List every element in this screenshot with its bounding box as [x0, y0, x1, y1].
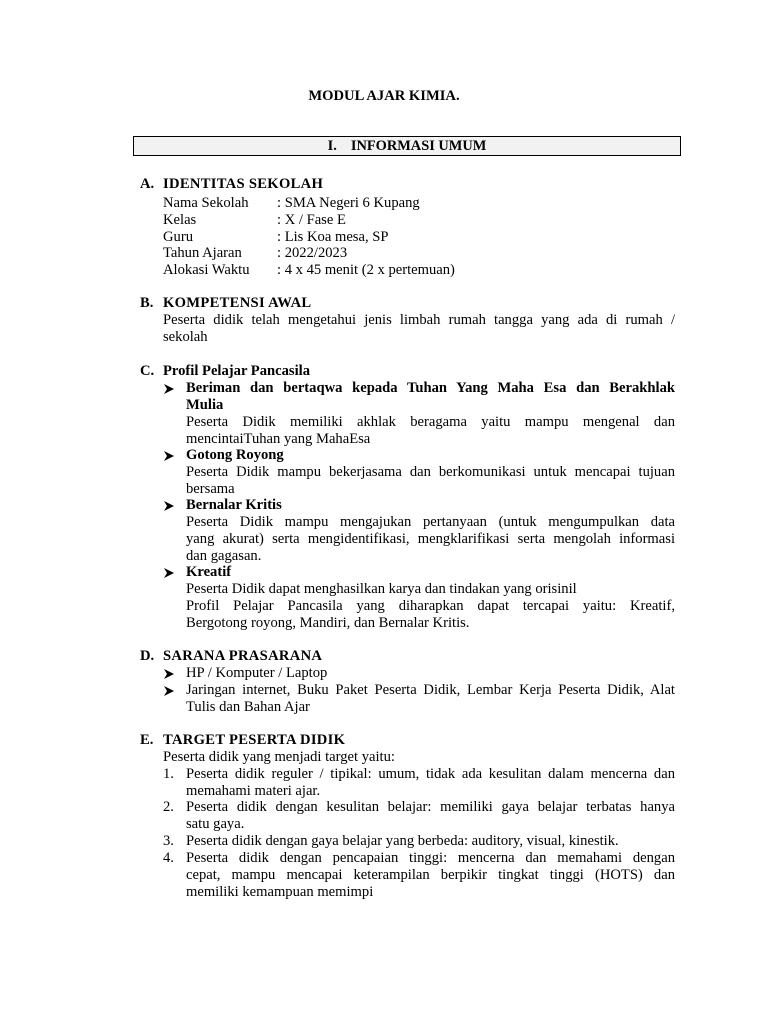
banner-label: INFORMASI UMUM — [350, 138, 487, 154]
profile-item-bernalar-kritis — [163, 497, 675, 565]
profile-item-kreatif — [163, 564, 675, 632]
section-e-heading — [140, 732, 345, 749]
identity-row-year — [163, 245, 455, 262]
target-item-3 — [163, 833, 675, 850]
section-c-heading — [140, 363, 310, 380]
profile-item-desc: Peserta Didik memiliki akhlak beragama yaitu mampu mengenal dan — [186, 414, 675, 430]
facility-item-devices — [163, 665, 675, 682]
target-item-text: memahami materi ajar. — [186, 783, 321, 799]
section-e-letter: E. — [140, 732, 154, 748]
banner-number: I. — [327, 138, 337, 154]
arrow-bullet-icon — [163, 383, 175, 395]
identity-table — [163, 195, 455, 279]
document-title: MODUL AJAR KIMIA. — [308, 88, 460, 104]
identity-key: Guru — [163, 228, 193, 245]
section-d-heading — [140, 648, 322, 665]
profile-item-title: Bernalar Kritis — [186, 497, 282, 513]
target-item-text: Peserta didik reguler / tipikal: umum, tidak ada kesulitan dalam mencerna dan — [186, 766, 675, 782]
identity-key: Alokasi Waktu — [163, 262, 250, 279]
section-d-title: SARANA PRASARANA — [163, 648, 323, 664]
identity-value: : Lis Koa mesa, SP — [277, 228, 389, 245]
profile-item-title: Beriman dan bertaqwa kepada Tuhan Yang Maha Esa dan Berakhlak — [186, 380, 675, 396]
list-number: 3. — [163, 833, 174, 849]
profile-item-desc: mencintaiTuhan yang MahaEsa — [186, 431, 371, 447]
profile-item-title: Mulia — [186, 397, 224, 413]
section-a-title: IDENTITAS SEKOLAH — [163, 176, 324, 192]
facility-item-text: Tulis dan Bahan Ajar — [186, 699, 310, 715]
section-b-title: KOMPETENSI AWAL — [163, 295, 312, 311]
section-b-heading — [140, 295, 311, 312]
section-c-title: Profil Pelajar Pancasila — [163, 363, 310, 379]
profile-item-title: Kreatif — [186, 564, 232, 580]
target-item-text: satu gaya. — [186, 816, 245, 832]
profile-item-desc: Peserta Didik dapat menghasilkan karya dan tindakan yang orisinil — [186, 581, 577, 597]
paragraph-line: Peserta didik yang menjadi target yaitu: — [163, 749, 395, 765]
section-c-letter: C. — [140, 363, 155, 379]
identity-key: Kelas — [163, 211, 197, 228]
profile-item-desc: Peserta Didik mampu bekerjasama dan berkomunikasi untuk mencapai tujuan — [186, 464, 675, 480]
facility-item-materials — [163, 682, 675, 716]
identity-value: : 4 x 45 menit (2 x pertemuan) — [277, 262, 455, 279]
arrow-bullet-icon — [163, 567, 175, 579]
profile-item-desc: Peserta Didik mampu mengajukan pertanyaan (untuk mengumpulkan data — [186, 514, 675, 530]
list-number: 2. — [163, 799, 174, 815]
profile-item-desc: bersama — [186, 481, 235, 497]
target-item-2 — [163, 799, 675, 833]
identity-value: : 2022/2023 — [277, 245, 348, 262]
profile-item-gotong-royong — [163, 447, 675, 498]
arrow-bullet-icon — [163, 668, 175, 680]
list-number: 1. — [163, 766, 174, 782]
identity-value: : SMA Negeri 6 Kupang — [277, 195, 420, 211]
paragraph-line: Peserta didik telah mengetahui jenis limbah rumah tangga yang ada di rumah / — [163, 312, 675, 328]
section-e-title: TARGET PESERTA DIDIK — [163, 732, 346, 748]
section-b-text — [163, 312, 675, 346]
section-b-letter: B. — [140, 295, 154, 311]
arrow-bullet-icon — [163, 500, 175, 512]
arrow-bullet-icon — [163, 685, 175, 697]
list-number: 4. — [163, 850, 174, 866]
target-item-text: Peserta didik dengan gaya belajar yang berbeda: auditory, visual, kinestik. — [186, 833, 619, 849]
arrow-bullet-icon — [163, 450, 175, 462]
target-item-text: cepat, mampu mencapai keterampilan berpikir tingkat tinggi (HOTS) dan — [186, 867, 675, 883]
target-item-4 — [163, 850, 675, 901]
facility-item-text: Jaringan internet, Buku Paket Peserta Didik, Lembar Kerja Peserta Didik, Alat — [186, 682, 675, 698]
facility-item-text: HP / Komputer / Laptop — [186, 665, 328, 681]
identity-row-time — [163, 262, 455, 279]
identity-key: Tahun Ajaran — [163, 245, 242, 262]
identity-row-teacher — [163, 229, 455, 246]
section-banner — [133, 136, 681, 156]
target-item-text: memiliki kemampuan memimpi — [186, 884, 374, 900]
profile-item-desc: Profil Pelajar Pancasila yang diharapkan dapat tercapai yaitu: Kreatif, — [186, 598, 675, 614]
paragraph-line: sekolah — [163, 329, 208, 345]
profile-item-title: Gotong Royong — [186, 447, 284, 463]
section-a-heading — [140, 176, 323, 193]
target-item-text: Peserta didik dengan pencapaian tinggi: mencerna dan memahami dengan — [186, 850, 675, 866]
profile-item-desc: Bergotong royong, Mandiri, dan Bernalar Kritis. — [186, 615, 470, 631]
target-item-text: Peserta didik dengan kesulitan belajar: memiliki gaya belajar terbatas hanya — [186, 799, 675, 815]
section-a-letter: A. — [140, 176, 155, 192]
identity-value: : X / Fase E — [277, 211, 346, 228]
profile-item-desc: yang akurat) serta mengidentifikasi, mengklarifikasi serta mengolah informasi — [186, 531, 675, 547]
section-e-intro — [163, 749, 675, 766]
profile-item-beriman — [163, 380, 675, 448]
profile-item-desc: dan gagasan. — [186, 548, 262, 564]
identity-row-class — [163, 212, 455, 229]
identity-row-school — [163, 195, 455, 212]
section-d-letter: D. — [140, 648, 155, 664]
identity-key: Nama Sekolah — [163, 195, 249, 211]
target-item-1 — [163, 766, 675, 800]
